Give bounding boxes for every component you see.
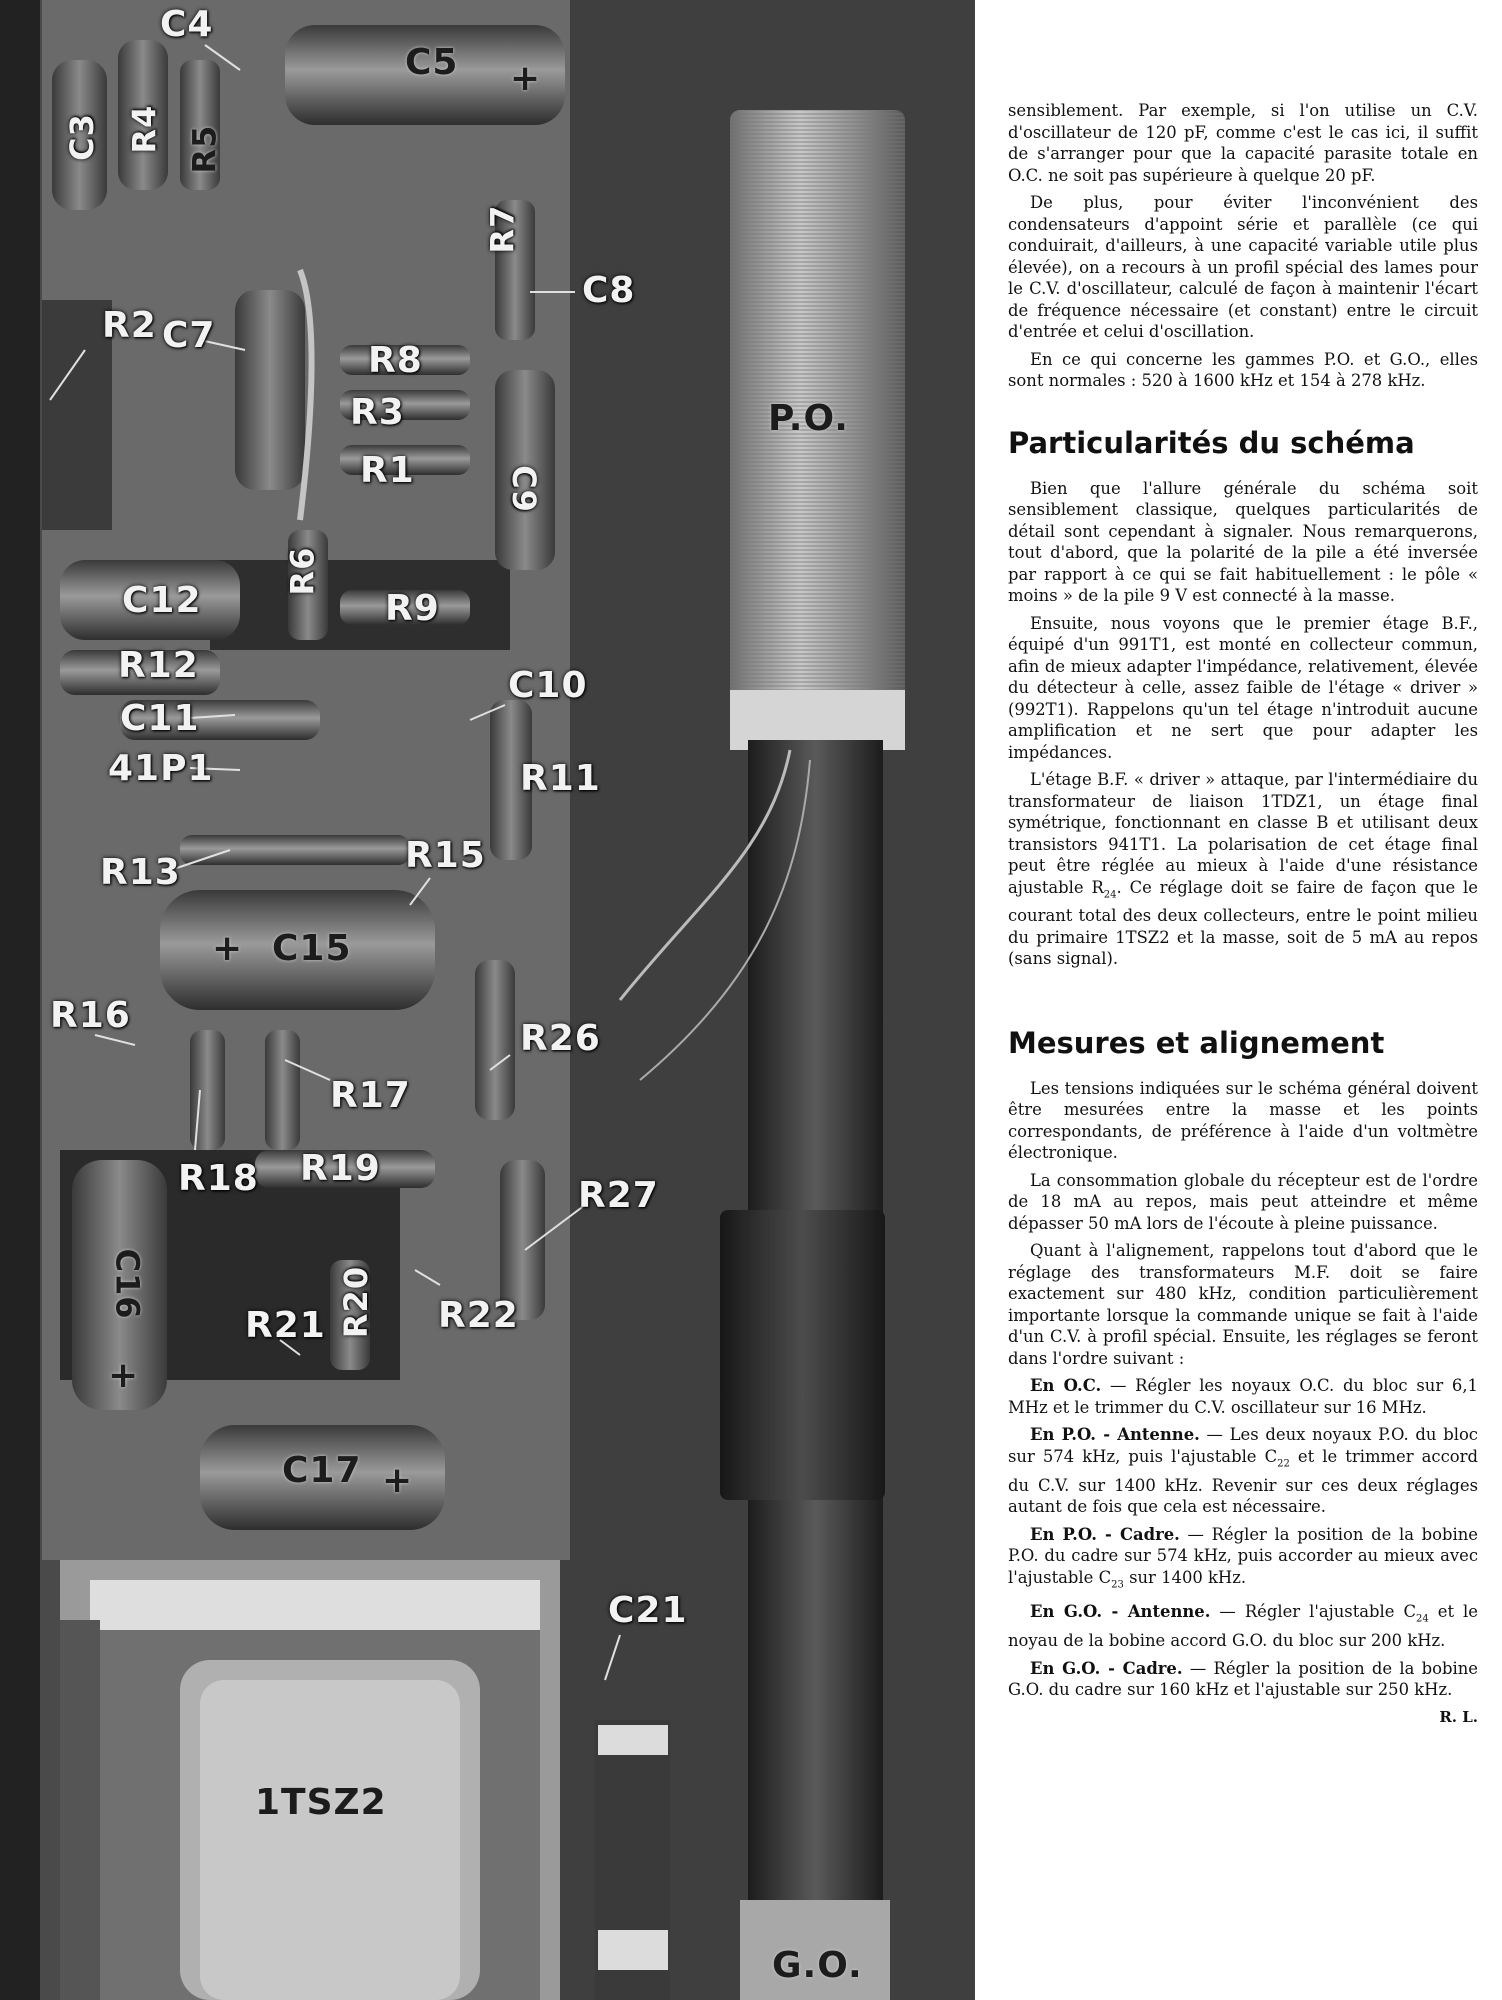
label-r22: R22 bbox=[438, 1295, 519, 1336]
label-r19: R19 bbox=[300, 1148, 381, 1189]
label-r3: R3 bbox=[350, 392, 405, 433]
section2-paragraph-3: Quant à l'alignement, rappelons tout d'abord que le réglage des transformateurs M.F. doit se faire exactement sur 480 kHz, condition particulièrement importante lorsque la commande unique se fait à l'aide d'un C.V. à profil spécial. Ensuite, les réglages se feront dans l'ordre suivant : bbox=[1008, 1241, 1478, 1368]
step-po-antenne-subscript: 22 bbox=[1277, 1458, 1290, 1470]
label-c15: C15 bbox=[272, 928, 352, 969]
label-r9: R9 bbox=[385, 588, 440, 629]
label-r8: R8 bbox=[368, 340, 423, 381]
label-r16: R16 bbox=[50, 995, 131, 1036]
section1-paragraph-3 bbox=[1008, 769, 1478, 970]
label-c11: C11 bbox=[120, 698, 200, 739]
step-go-cadre-keyword: En G.O. - Cadre. bbox=[1030, 1658, 1183, 1678]
section-title-particularites: Particularités du schéma bbox=[1008, 425, 1415, 460]
intro-paragraph-1: sensiblement. Par exemple, si l'on utilise un C.V. d'oscillateur de 120 pF, comme c'est le cas ici, il suffit de s'arranger pour que la capacité parasite totale en O.C. ne soit pas supérieure à quelque 20 pF. bbox=[1008, 101, 1478, 185]
step-oc bbox=[1008, 1375, 1478, 1418]
step-po-antenne-text-b: et le trimmer accord du C.V. sur 1400 kHz. Revenir sur ces deux réglages autant de fois que cela est nécessaire. bbox=[1008, 1446, 1478, 1517]
section2-paragraph-1: Les tensions indiquées sur le schéma général doivent être mesurées entre la masse et les points correspondants, de préférence à l'aide d'un voltmètre électronique. bbox=[1008, 1078, 1478, 1163]
label-c9: C9 bbox=[504, 465, 543, 513]
label-c17: C17 bbox=[282, 1450, 362, 1491]
step-go-antenne-subscript: 24 bbox=[1416, 1613, 1429, 1625]
label-r11: R11 bbox=[520, 758, 601, 799]
section1-p3-part-b: . Ce réglage doit se faire de façon que le courant total des deux collecteurs, entre le point milieu du primaire 1TSZ2 et la masse, soit de 5 mA au repos (sans signal). bbox=[1008, 877, 1478, 969]
label-1tsz2: 1TSZ2 bbox=[255, 1782, 387, 1823]
label-c8: C8 bbox=[582, 270, 636, 311]
label-c16-plus: + bbox=[108, 1355, 140, 1396]
article-text-column bbox=[1008, 100, 1478, 1734]
step-oc-keyword: En O.C. bbox=[1030, 1376, 1102, 1396]
step-po-cadre-keyword: En P.O. - Cadre. bbox=[1030, 1524, 1180, 1544]
label-c4: C4 bbox=[160, 4, 214, 45]
label-r13: R13 bbox=[100, 852, 181, 893]
label-r5: R5 bbox=[185, 124, 224, 174]
author-signature: R. L. bbox=[1439, 1707, 1478, 1726]
label-c12: C12 bbox=[122, 580, 202, 621]
label-r18: R18 bbox=[178, 1158, 259, 1199]
step-po-cadre-text-b: sur 1400 kHz. bbox=[1123, 1567, 1247, 1587]
step-go-antenne-text-a: — Régler l'ajustable C bbox=[1210, 1602, 1417, 1622]
step-go-antenne-keyword: En G.O. - Antenne. bbox=[1030, 1602, 1211, 1622]
label-c5-plus: + bbox=[510, 58, 542, 99]
label-c5: C5 bbox=[405, 42, 459, 83]
label-c16: C16 bbox=[108, 1248, 147, 1320]
label-c7: C7 bbox=[162, 315, 216, 356]
intro-paragraph-2: De plus, pour éviter l'inconvénient des condensateurs d'appoint série et parallèle (ce qui conduirait, d'ailleurs, à une capacité variable utile plus élevée), on a recours à un profil spécial des lames pour le C.V. d'oscillateur, calculé de façon à maintenir l'écart de fréquence nécessaire (et constant) entre le circuit d'entrée et celui d'oscillation. bbox=[1008, 193, 1478, 341]
label-c15-plus: + bbox=[212, 928, 244, 969]
label-po: P.O. bbox=[768, 398, 849, 439]
step-po-antenne-keyword: En P.O. - Antenne. bbox=[1030, 1425, 1200, 1445]
section2-paragraph-2: La consommation globale du récepteur est de l'ordre de 18 mA au repos, mais peut atteindre et même dépasser 50 mA lors de l'écoute à pleine puissance. bbox=[1008, 1170, 1478, 1233]
label-r21: R21 bbox=[245, 1305, 326, 1346]
label-r1: R1 bbox=[360, 450, 415, 491]
step-oc-text: — Régler les noyaux O.C. du bloc sur 6,1 MHz et le trimmer du C.V. oscillateur sur 16 MHz. bbox=[1008, 1376, 1478, 1417]
step-po-cadre-subscript: 23 bbox=[1111, 1578, 1124, 1590]
step-go-antenne-text-b: et le noyau de la bobine accord G.O. du bloc sur 200 kHz. bbox=[1008, 1602, 1478, 1651]
label-r4: R4 bbox=[125, 104, 164, 154]
label-c10: C10 bbox=[508, 665, 588, 706]
step-go-cadre bbox=[1008, 1658, 1478, 1701]
label-r12: R12 bbox=[118, 645, 199, 686]
label-r6: R6 bbox=[283, 546, 322, 596]
section1-paragraph-2: Ensuite, nous voyons que le premier étage B.F., équipé d'un 991T1, est monté en collecteur commun, afin de mieux adapter l'impédance, relativement, élevée du détecteur à celle, assez faible de l'étage « driver » (992T1). Rappelons qu'un tel étage n'introduit aucune amplification et ne sert que pour adapter les impédances. bbox=[1008, 613, 1478, 762]
label-r26: R26 bbox=[520, 1018, 601, 1059]
step-po-antenne-text-a: — Les deux noyaux P.O. du bloc sur 574 kHz, puis l'ajustable C bbox=[1008, 1425, 1478, 1466]
step-po-antenne bbox=[1008, 1424, 1478, 1517]
label-go: G.O. bbox=[772, 1945, 863, 1986]
label-c17-plus: + bbox=[382, 1460, 414, 1501]
label-r15: R15 bbox=[405, 835, 486, 876]
label-c3: C3 bbox=[62, 113, 101, 161]
step-po-cadre-text-a: — Régler la position de la bobine P.O. du cadre sur 574 kHz, puis accorder au mieux avec l'ajustable C bbox=[1008, 1524, 1478, 1587]
step-go-antenne bbox=[1008, 1601, 1478, 1651]
label-c21: C21 bbox=[608, 1590, 688, 1631]
label-41p1: 41P1 bbox=[108, 748, 214, 789]
label-r17: R17 bbox=[330, 1075, 411, 1116]
section-title-mesures: Mesures et alignement bbox=[1008, 1025, 1385, 1060]
intro-paragraph-3: En ce qui concerne les gammes P.O. et G.O., elles sont normales : 520 à 1600 kHz et 154 à 278 kHz. bbox=[1008, 349, 1478, 390]
step-go-cadre-text: — Régler la position de la bobine G.O. du cadre sur 160 kHz et l'ajustable sur 250 kHz. bbox=[1008, 1658, 1478, 1700]
section1-p3-subscript: 24 bbox=[1103, 888, 1117, 900]
label-r7: R7 bbox=[483, 204, 522, 254]
section1-paragraph-1: Bien que l'allure générale du schéma soit sensiblement classique, quelques particularités de détail sont cependant à signaler. Nous remarquerons, tout d'abord, que la polarité de la pile a été inversée par rapport à ce qui se fait habituellement : le pôle « moins » de la pile 9 V est connecté à la masse. bbox=[1008, 478, 1478, 605]
label-r27: R27 bbox=[578, 1175, 659, 1216]
section1-p3-part-a: L'étage B.F. « driver » attaque, par l'intermédiaire du transformateur de liaison 1TDZ1, un étage final symétrique, fonctionnant en classe B et utilisant deux transistors 941T1. La polarisation de cet étage final peut être réglée au mieux à l'aide d'une résistance ajustable R bbox=[1008, 770, 1478, 897]
label-r20: R20 bbox=[337, 1265, 376, 1339]
label-r2: R2 bbox=[102, 305, 157, 346]
step-po-cadre bbox=[1008, 1524, 1478, 1596]
